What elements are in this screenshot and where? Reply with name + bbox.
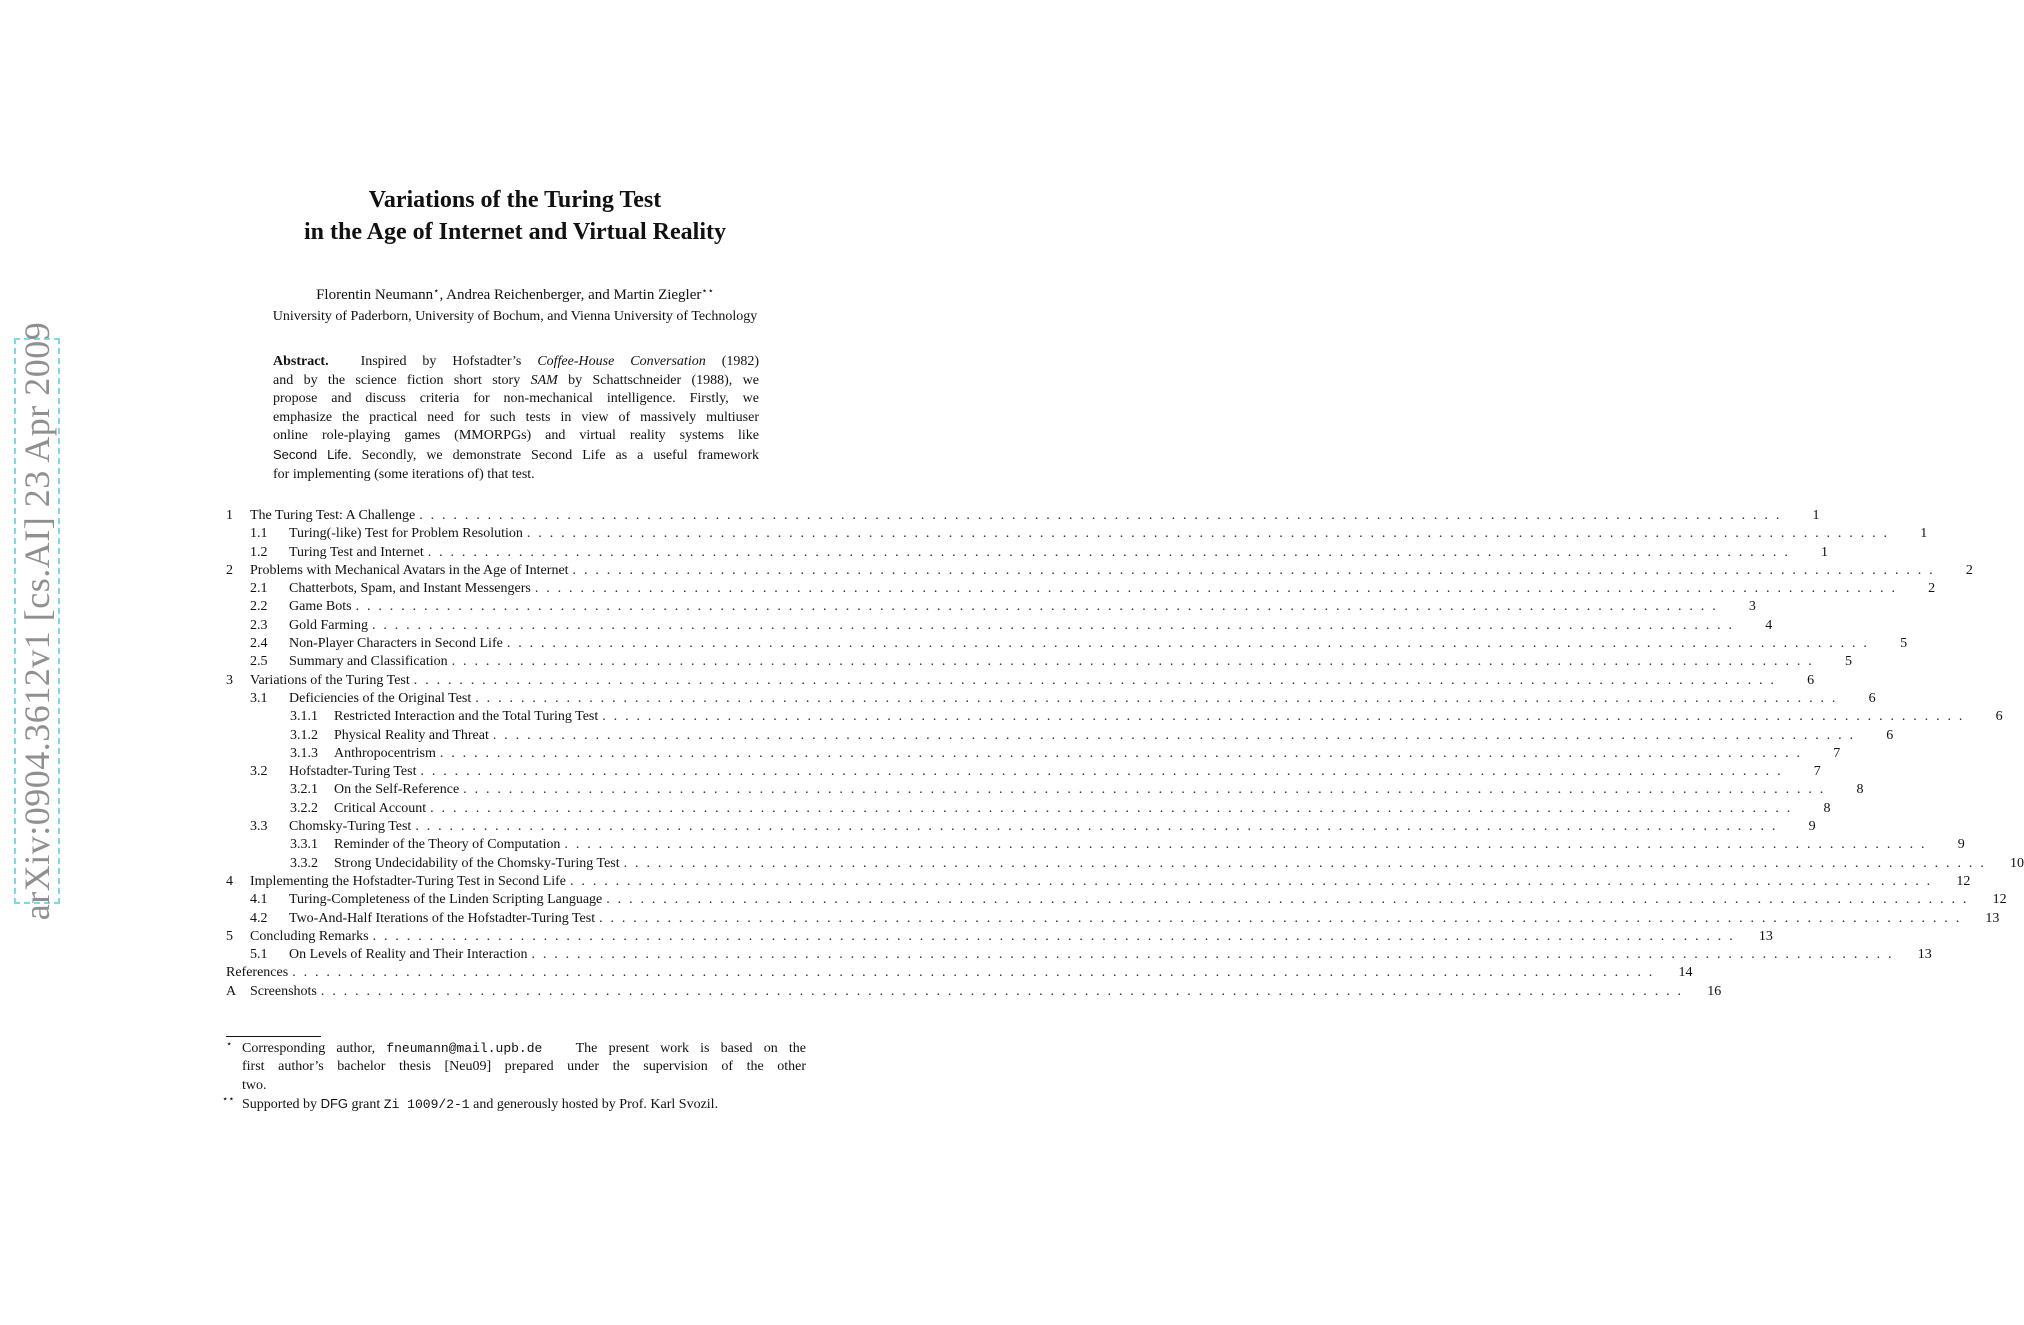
toc-entry[interactable] <box>226 855 2024 874</box>
toc-entry[interactable] <box>226 947 1932 965</box>
toc-entry[interactable] <box>226 544 1829 563</box>
grant-number: Zi 1009/2-1 <box>383 1097 470 1113</box>
toc-entry-title: Critical Account <box>334 800 427 816</box>
toc-leader-dots: . . . . . . . . . . . . . . . . . . . . . . . . . . . . . . . . . . . . . . . . . . . . . . . . . . . . . . . . . . . . . . . . . . . . . . . . . . . . . . . . . . . . . . . . . . . . . . . . . . . . . . . . . . . . . . . . . . . . . . . . <box>475 690 1838 706</box>
toc-leader-dots: . . . . . . . . . . . . . . . . . . . . . . . . . . . . . . . . . . . . . . . . . . . . . . . . . . . . . . . . . . . . . . . . . . . . . . . . . . . . . . . . . . . . . . . . . . . . . . . . . . . . . . . . . . . . . . . . . . . . . . . . <box>531 947 1894 963</box>
toc-entry[interactable] <box>226 690 1876 709</box>
toc-entry-title: Restricted Interaction and the Total Turing Test <box>334 709 599 725</box>
abstract-text: Inspired by Hofstadter’s <box>360 354 538 369</box>
toc-leader-dots: . . . . . . . . . . . . . . . . . . . . . . . . . . . . . . . . . . . . . . . . . . . . . . . . . . . . . . . . . . . . . . . . . . . . . . . . . . . . . . . . . . . . . . . . . . . . . . . . . . . . . . . . . . . . . . . . . . . . . . . . <box>572 562 1935 578</box>
toc-entry[interactable] <box>226 727 1894 746</box>
toc-entry-number: 3.1.2 <box>290 727 318 743</box>
toc-entry-page: 1 <box>1812 508 1820 523</box>
abstract-line: for implementing (some iterations of) that test. <box>273 466 535 482</box>
toc-entry-page: 13 <box>1758 928 1773 944</box>
abstract-italic: Coffee-House Conversation <box>537 354 706 369</box>
toc-entry-number: 3.2 <box>250 764 268 780</box>
toc-entry-page: 8 <box>1823 800 1831 816</box>
toc-leader-dots: . . . . . . . . . . . . . . . . . . . . . . . . . . . . . . . . . . . . . . . . . . . . . . . . . . . . . . . . . . . . . . . . . . . . . . . . . . . . . . . . . . . . . . . . . . . . . . . . . . . . . . . . . . . . . . . . . . . . . . . . <box>371 617 1735 633</box>
abstract-line <box>273 353 759 372</box>
paper-title-line-1: Variations of the Turing Test <box>368 187 662 213</box>
toc-entry-number: 3.1 <box>250 690 268 706</box>
footnote-1-mark: ⋆ <box>226 1039 233 1050</box>
toc-leader-dots: . . . . . . . . . . . . . . . . . . . . . . . . . . . . . . . . . . . . . . . . . . . . . . . . . . . . . . . . . . . . . . . . . . . . . . . . . . . . . . . . . . . . . . . . . . . . . . . . . . . . . . . . . . . . . . . . . . . . . . . . <box>534 581 1898 597</box>
toc-entry[interactable] <box>226 800 1831 819</box>
toc-leader-dots: . . . . . . . . . . . . . . . . . . . . . . . . . . . . . . . . . . . . . . . . . . . . . . . . . . . . . . . . . . . . . . . . . . . . . . . . . . . . . . . . . . . . . . . . . . . . . . . . . . . . . . . . . . . . . . . . . . . . . . . . <box>439 745 1803 761</box>
toc-entry-page: 6 <box>1995 709 2003 725</box>
author-list <box>180 286 850 304</box>
toc-entry-number: 3 <box>226 672 233 688</box>
toc-leader-dots: . . . . . . . . . . . . . . . . . . . . . . . . . . . . . . . . . . . . . . . . . . . . . . . . . . . . . . . . . . . . . . . . . . . . . . . . . . . . . . . . . . . . . . . . . . . . . . . . . . . . . . . . . . . . . . . . . . . . . . . . <box>623 855 1986 871</box>
toc-entry-title: Summary and Classification <box>289 654 448 670</box>
toc-leader-dots: . . . . . . . . . . . . . . . . . . . . . . . . . . . . . . . . . . . . . . . . . . . . . . . . . . . . . . . . . . . . . . . . . . . . . . . . . . . . . . . . . . . . . . . . . . . . . . . . . . . . . . . . . . . . . . . . . . . . . . . . <box>606 892 1969 908</box>
toc-leader-dots: . . . . . . . . . . . . . . . . . . . . . . . . . . . . . . . . . . . . . . . . . . . . . . . . . . . . . . . . . . . . . . . . . . . . . . . . . . . . . . . . . . . . . . . . . . . . . . . . . . . . . . . . . . . . . . . . . . . . . . . . <box>599 910 1962 926</box>
toc-leader-dots: . . . . . . . . . . . . . . . . . . . . . . . . . . . . . . . . . . . . . . . . . . . . . . . . . . . . . . . . . . . . . . . . . . . . . . . . . . . . . . . . . . . . . . . . . . . . . . . . . . . . . . . . . . . . . . . . . . . . . . . . <box>372 928 1735 944</box>
toc-entry-title: On the Self-Reference <box>334 782 460 798</box>
toc-entry-title: Strong Undecidability of the Chomsky-Turing Test <box>334 855 620 871</box>
toc-entry-page: 9 <box>1957 837 1965 853</box>
toc-entry-number: 4.1 <box>250 892 268 908</box>
toc-entry-page: 9 <box>1808 819 1816 835</box>
toc-entry-number: 3.2.1 <box>290 782 318 798</box>
toc-entry-page: 6 <box>1868 690 1876 706</box>
toc-leader-dots: . . . . . . . . . . . . . . . . . . . . . . . . . . . . . . . . . . . . . . . . . . . . . . . . . . . . . . . . . . . . . . . . . . . . . . . . . . . . . . . . . . . . . . . . . . . . . . . . . . . . . . . . . . . . . . . . . . . . . . . . <box>564 837 1927 853</box>
toc-entry-page: 3 <box>1748 599 1756 615</box>
funder-name: DFG <box>320 1096 349 1112</box>
toc-entry-number: 2.3 <box>250 617 268 633</box>
toc-entry[interactable] <box>226 562 1973 581</box>
footnote-2 <box>222 1094 806 1114</box>
toc-entry-page: 12 <box>1992 892 2007 908</box>
toc-entry-title: Chatterbots, Spam, and Instant Messengers <box>289 581 531 597</box>
toc-leader-dots: . . . . . . . . . . . . . . . . . . . . . . . . . . . . . . . . . . . . . . . . . . . . . . . . . . . . . . . . . . . . . . . . . . . . . . . . . . . . . . . . . . . . . . . . . . . . . . . . . . . . . . . . . . . . . . . . . . . . . . . . <box>526 526 1890 542</box>
toc-leader-dots: . . . . . . . . . . . . . . . . . . . . . . . . . . . . . . . . . . . . . . . . . . . . . . . . . . . . . . . . . . . . . . . . . . . . . . . . . . . . . . . . . . . . . . . . . . . . . . . . . . . . . . . . . . . . . . . . . . . . . . . . <box>320 983 1684 999</box>
footnote-line: first author’s bachelor thesis [Neu09] prepared under the supervision of the other <box>242 1059 806 1075</box>
abstract-text: by Schattschneider (1988), we <box>557 372 759 388</box>
toc-entry[interactable] <box>226 654 1852 672</box>
toc-entry-page: 8 <box>1856 782 1864 798</box>
toc-entry[interactable] <box>226 892 2007 910</box>
footnote-1 <box>226 1040 806 1095</box>
toc-entry[interactable] <box>226 928 1773 947</box>
toc-entry-number: 1.1 <box>250 526 268 542</box>
abstract-sans: Second Life <box>273 446 349 462</box>
footnote-text: and generously hosted by Prof. Karl Svozil. <box>469 1097 719 1113</box>
toc-entry-number: 2.4 <box>250 636 268 652</box>
toc-entry-page: 13 <box>1985 910 2000 926</box>
toc-entry-number: 3.3.2 <box>290 855 318 871</box>
toc-entry-page: 6 <box>1807 672 1815 688</box>
toc-entry-title: References <box>226 965 289 981</box>
toc-entry-page: 16 <box>1707 983 1722 999</box>
toc-entry-title: Two-And-Half Iterations of the Hofstadter-Turing Test <box>289 910 596 926</box>
toc-leader-dots: . . . . . . . . . . . . . . . . . . . . . . . . . . . . . . . . . . . . . . . . . . . . . . . . . . . . . . . . . . . . . . . . . . . . . . . . . . . . . . . . . . . . . . . . . . . . . . . . . . . . . . . . . . . . . . . . . . . . . . . . <box>451 654 1814 670</box>
toc-leader-dots: . . . . . . . . . . . . . . . . . . . . . . . . . . . . . . . . . . . . . . . . . . . . . . . . . . . . . . . . . . . . . . . . . . . . . . . . . . . . . . . . . . . . . . . . . . . . . . . . . . . . . . . . . . . . . . . . . . . . . . . . <box>427 544 1791 560</box>
toc-leader-dots: . . . . . . . . . . . . . . . . . . . . . . . . . . . . . . . . . . . . . . . . . . . . . . . . . . . . . . . . . . . . . . . . . . . . . . . . . . . . . . . . . . . . . . . . . . . . . . . . . . . . . . . . . . . . . . . . . . . . . . . . <box>355 599 1718 615</box>
toc-entry[interactable] <box>226 782 1864 800</box>
toc-entry-title: Game Bots <box>289 599 352 615</box>
toc-entry-title: Gold Farming <box>289 617 368 633</box>
toc-entry[interactable] <box>226 910 2000 929</box>
footnote-line: two. <box>242 1077 267 1093</box>
toc-entry-page: 7 <box>1833 745 1841 761</box>
toc-entry-title: Turing(-like) Test for Problem Resolution <box>289 526 523 542</box>
toc-entry-page: 10 <box>2009 855 2024 871</box>
toc-entry[interactable] <box>226 508 1820 526</box>
toc-entry-number: 3.2.2 <box>290 800 318 816</box>
toc-entry-title: Concluding Remarks <box>250 928 369 944</box>
toc-leader-dots: . . . . . . . . . . . . . . . . . . . . . . . . . . . . . . . . . . . . . . . . . . . . . . . . . . . . . . . . . . . . . . . . . . . . . . . . . . . . . . . . . . . . . . . . . . . . . . . . . . . . . . . . . . . . . . . . . . . . . . . . <box>602 709 1965 725</box>
toc-entry-title: Anthropocentrism <box>334 745 436 761</box>
toc-entry-title: Turing-Completeness of the Linden Scripting Language <box>289 892 603 908</box>
toc-entry[interactable] <box>226 672 1815 691</box>
toc-entry-page: 5 <box>1900 636 1908 652</box>
footnote-text: grant <box>348 1097 384 1113</box>
arxiv-side-stamp <box>14 321 60 921</box>
toc-entry-title: Non-Player Characters in Second Life <box>289 636 503 652</box>
author-others: , Andrea Reichenberger, and Martin Ziegler <box>439 287 702 303</box>
toc-entry[interactable] <box>226 709 2003 727</box>
toc-entry-number: 3.1.3 <box>290 745 318 761</box>
toc-entry-title: Turing Test and Internet <box>289 544 424 560</box>
toc-entry-title: Hofstadter-Turing Test <box>289 764 417 780</box>
footnote-text: Supported by <box>242 1097 321 1113</box>
paper-title-line-2: in the Age of Internet and Virtual Reality <box>304 219 726 245</box>
toc-entry-page: 12 <box>1956 873 1971 889</box>
toc-entry-number: A <box>226 983 237 999</box>
toc-entry-number: 2 <box>226 562 233 578</box>
abstract-line: emphasize the practical need for such tests in view of massively multiuser <box>273 409 759 425</box>
footnote-line <box>242 1040 806 1058</box>
toc-entry-page: 13 <box>1917 947 1932 963</box>
footnote-mark-2: ⋆⋆ <box>701 286 714 297</box>
arxiv-identifier[interactable]: arXiv:0904.3612v1 [cs.AI] 23 Apr 2009 <box>17 321 57 921</box>
abstract-line <box>273 446 759 466</box>
abstract-italic: SAM <box>530 372 558 388</box>
footnote-text: Corresponding author, <box>242 1041 387 1056</box>
toc-entry-page: 2 <box>1928 581 1936 597</box>
abstract-line: propose and discuss criteria for non-mechanical intelligence. Firstly, we <box>273 391 759 407</box>
toc-entry[interactable] <box>226 819 1816 837</box>
toc-entry-page: 1 <box>1920 526 1928 542</box>
toc-entry[interactable] <box>226 764 1821 782</box>
toc-entry-number: 2.1 <box>250 581 268 597</box>
toc-entry[interactable] <box>226 599 1756 617</box>
toc-leader-dots: . . . . . . . . . . . . . . . . . . . . . . . . . . . . . . . . . . . . . . . . . . . . . . . . . . . . . . . . . . . . . . . . . . . . . . . . . . . . . . . . . . . . . . . . . . . . . . . . . . . . . . . . . . . . . . . . . . . . . . . . <box>506 636 1870 652</box>
abstract-label: Abstract. <box>273 354 329 369</box>
toc-entry[interactable] <box>226 581 1936 599</box>
toc-entry-number: 3.3 <box>250 819 268 835</box>
toc-entry-title: Implementing the Hofstadter-Turing Test in Second Life <box>250 873 567 889</box>
footnote-line <box>242 1095 806 1114</box>
toc-entry-page: 2 <box>1965 562 1973 578</box>
abstract <box>273 353 759 484</box>
footnote-mark-1: ⋆ <box>433 286 440 297</box>
toc-leader-dots: . . . . . . . . . . . . . . . . . . . . . . . . . . . . . . . . . . . . . . . . . . . . . . . . . . . . . . . . . . . . . . . . . . . . . . . . . . . . . . . . . . . . . . . . . . . . . . . . . . . . . . . . . . . . . . . . . . . . . . . . <box>292 965 1655 981</box>
toc-entry-title: Problems with Mechanical Avatars in the Age of Internet <box>250 562 569 578</box>
footnote-rule <box>226 1036 321 1037</box>
toc-entry-number: 4.2 <box>250 910 268 926</box>
toc-entry[interactable] <box>226 965 1693 983</box>
toc-entry-title: Deficiencies of the Original Test <box>289 690 472 706</box>
affiliations: University of Paderborn, University of Bochum, and Vienna University of Technology <box>272 309 758 324</box>
abstract-text: . Secondly, we demonstrate Second Life as a useful framework <box>348 447 759 463</box>
toc-entry-number: 5 <box>226 928 233 944</box>
toc-entry[interactable] <box>226 617 1773 636</box>
toc-entry-number: 3.3.1 <box>290 837 318 853</box>
toc-entry-title: Reminder of the Theory of Computation <box>334 837 561 853</box>
author-email-link[interactable]: fneumann@mail.upb.de <box>386 1041 543 1056</box>
toc-entry-page: 6 <box>1886 727 1894 743</box>
toc-entry[interactable] <box>226 983 1722 1002</box>
toc-entry-page: 1 <box>1821 544 1829 560</box>
toc-leader-dots: . . . . . . . . . . . . . . . . . . . . . . . . . . . . . . . . . . . . . . . . . . . . . . . . . . . . . . . . . . . . . . . . . . . . . . . . . . . . . . . . . . . . . . . . . . . . . . . . . . . . . . . . . . . . . . . . . . . . . . . . <box>492 727 1856 743</box>
toc-entry-page: 7 <box>1813 764 1821 780</box>
abstract-text: (1982) <box>705 354 760 369</box>
table-of-contents <box>226 508 2024 1002</box>
abstract-line: online role-playing games (MMORPGs) and virtual reality systems like <box>273 428 759 444</box>
abstract-text: and by the science fiction short story <box>273 372 531 388</box>
toc-entry-number: 2.5 <box>250 654 268 670</box>
toc-entry-title: Screenshots <box>250 983 317 999</box>
toc-leader-dots: . . . . . . . . . . . . . . . . . . . . . . . . . . . . . . . . . . . . . . . . . . . . . . . . . . . . . . . . . . . . . . . . . . . . . . . . . . . . . . . . . . . . . . . . . . . . . . . . . . . . . . . . . . . . . . . . . . . . . . . . <box>463 782 1826 798</box>
toc-entry-number: 4 <box>226 873 233 889</box>
toc-entry[interactable] <box>226 636 1908 654</box>
footnote-text: The present work is based on the <box>575 1041 806 1056</box>
toc-leader-dots: . . . . . . . . . . . . . . . . . . . . . . . . . . . . . . . . . . . . . . . . . . . . . . . . . . . . . . . . . . . . . . . . . . . . . . . . . . . . . . . . . . . . . . . . . . . . . . . . . . . . . . . . . . . . . . . . . . . . . . . . <box>570 873 1933 889</box>
toc-entry[interactable] <box>226 526 1928 544</box>
abstract-line <box>273 372 759 391</box>
toc-entry-title: Physical Reality and Threat <box>334 727 489 743</box>
author-first: Florentin Neumann <box>316 287 434 303</box>
toc-entry-number: 1.2 <box>250 544 268 560</box>
footnote-2-mark: ⋆⋆ <box>222 1094 235 1106</box>
toc-entry-number: 5.1 <box>250 947 268 963</box>
toc-entry-page: 5 <box>1844 654 1852 670</box>
toc-leader-dots: . . . . . . . . . . . . . . . . . . . . . . . . . . . . . . . . . . . . . . . . . . . . . . . . . . . . . . . . . . . . . . . . . . . . . . . . . . . . . . . . . . . . . . . . . . . . . . . . . . . . . . . . . . . . . . . . . . . . . . . . <box>415 819 1778 835</box>
toc-entry-title: Chomsky-Turing Test <box>289 819 412 835</box>
toc-entry-page: 4 <box>1765 617 1773 633</box>
toc-leader-dots: . . . . . . . . . . . . . . . . . . . . . . . . . . . . . . . . . . . . . . . . . . . . . . . . . . . . . . . . . . . . . . . . . . . . . . . . . . . . . . . . . . . . . . . . . . . . . . . . . . . . . . . . . . . . . . . . . . . . . . . . <box>430 800 1793 816</box>
toc-entry-page: 14 <box>1678 965 1693 981</box>
toc-entry[interactable] <box>226 745 1841 764</box>
toc-entry-number: 2.2 <box>250 599 268 615</box>
toc-entry[interactable] <box>226 873 1971 892</box>
toc-entry-number: 3.1.1 <box>290 709 318 725</box>
toc-leader-dots: . . . . . . . . . . . . . . . . . . . . . . . . . . . . . . . . . . . . . . . . . . . . . . . . . . . . . . . . . . . . . . . . . . . . . . . . . . . . . . . . . . . . . . . . . . . . . . . . . . . . . . . . . . . . . . . . . . . . . . . . <box>420 764 1783 780</box>
toc-entry-title: The Turing Test: A Challenge <box>250 508 416 523</box>
toc-entry-title: Variations of the Turing Test <box>250 672 410 688</box>
footnotes <box>222 1039 806 1115</box>
toc-leader-dots: . . . . . . . . . . . . . . . . . . . . . . . . . . . . . . . . . . . . . . . . . . . . . . . . . . . . . . . . . . . . . . . . . . . . . . . . . . . . . . . . . . . . . . . . . . . . . . . . . . . . . . . . . . . . . . . . . . . . . . . . <box>413 672 1777 688</box>
toc-entry[interactable] <box>226 837 1965 855</box>
toc-leader-dots: . . . . . . . . . . . . . . . . . . . . . . . . . . . . . . . . . . . . . . . . . . . . . . . . . . . . . . . . . . . . . . . . . . . . . . . . . . . . . . . . . . . . . . . . . . . . . . . . . . . . . . . . . . . . . . . . . . . . . . . . <box>419 508 1782 523</box>
toc-entry-title: On Levels of Reality and Their Interaction <box>289 947 528 963</box>
toc-entry-number: 1 <box>226 508 233 523</box>
